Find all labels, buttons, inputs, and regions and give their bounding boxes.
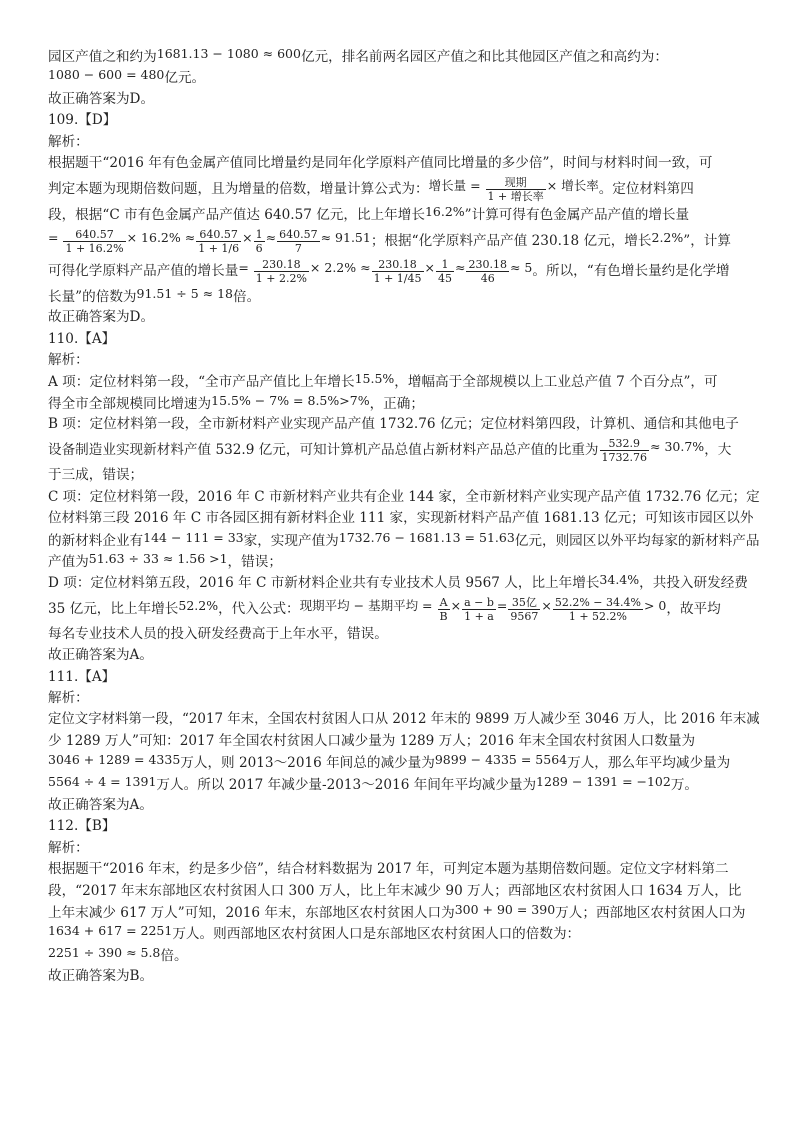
fraction-numerator: A [438, 596, 450, 610]
text-line [48, 110, 760, 131]
math-expression: 91.51 ÷ 5 ≈ 18 [136, 285, 233, 301]
text-run: 万人。所以 2017 年减少量-2013～2016 年间年平均减少量为 [156, 776, 537, 793]
text-run: 。定位材料第四 [598, 181, 694, 198]
text-run: 的新材料企业有 [48, 532, 144, 549]
math-expression: ≈ 30.7% [650, 439, 705, 455]
fraction-numerator: 230.18 [468, 257, 507, 271]
text-run: ，正确； [369, 395, 424, 412]
text-run: 园区产值之和约为 [48, 49, 157, 65]
text-run: A 项：定位材料第一段，“全市产品产值比上年增长 [48, 374, 355, 391]
text-run: 根据题干“2016 年有色金属产值同比增量约是同年化学原料产值同比增量的多少倍”，时间与材料时间一致，可 [48, 154, 713, 171]
text-line [48, 371, 760, 392]
text-run: 倍。 [160, 947, 188, 964]
text-run: 段，根据“C 市有色金属产品产值达 640.57 亿元，比上年增长 [48, 207, 425, 224]
text-line [48, 530, 760, 551]
fraction-denominator: 1 + 1/6 [198, 241, 240, 255]
text-line [48, 256, 760, 286]
math-expression: 34.4% [599, 572, 640, 588]
math-expression: 2251 ÷ 390 ≈ 5.8 [48, 944, 161, 960]
text-run: 少 1289 万人”可知：2017 年全国农村贫困人口减少量为 1289 万人；2016 年末全国农村贫困人口数量为 [48, 732, 696, 749]
fraction-numerator: 1 [255, 227, 263, 241]
text-run: 产值为 [48, 554, 89, 571]
document-body [48, 46, 760, 987]
math-expression: 1732.76 − 1681.13 = 51.63 [338, 529, 515, 545]
math-expression: 5564 ÷ 4 = 1391 [48, 773, 157, 789]
text-run: 万人，那么年平均减少量为 [567, 755, 731, 772]
text-line [48, 414, 760, 435]
text-run: 万人，则 2013～2016 年间总的减少量为 [180, 755, 435, 772]
fraction-denominator: 1 + a [464, 609, 494, 623]
text-run: 亿元，则园区以外平均每家的新材料产品 [514, 532, 760, 549]
math-expression: 16.2% [424, 204, 465, 220]
fraction [196, 228, 241, 255]
text-line [48, 859, 760, 880]
text-run: C 项：定位材料第一段，2016 年 C 市新材料产业共有企业 144 家，全市新材料产业实现产品产值 1732.76 亿元；定 [48, 488, 760, 505]
math-expression: = [48, 229, 63, 245]
fraction [486, 176, 546, 203]
text-line [48, 945, 760, 966]
text-run: 设备制造业实现新材料产值 532.9 亿元，可知计算机产品总值占新材料产品总产值的比重为 [48, 442, 599, 459]
fraction-denominator: 1 + 1/45 [373, 271, 422, 285]
fraction [466, 258, 509, 285]
math-expression: × [450, 597, 462, 613]
fraction-numerator: 230.18 [254, 258, 309, 272]
text-line [48, 153, 760, 174]
text-line [48, 487, 760, 508]
fraction-denominator: 46 [480, 271, 495, 285]
text-run: 上年末减少 617 万人”可知，2016 年末，东部地区农村贫困人口为 [48, 904, 455, 921]
math-expression: 15.5% − 7% = 8.5%>7% [211, 392, 370, 408]
text-line [48, 174, 760, 204]
math-expression: 1681.13 − 1080 ≈ 600 [156, 46, 301, 61]
fraction-numerator: 230.18 [372, 258, 424, 272]
math-expression: × [424, 259, 435, 275]
fraction-denominator: B [439, 609, 448, 623]
fraction [63, 228, 125, 255]
math-expression: 现期平均 − 基期平均 = [299, 597, 437, 613]
text-line [48, 350, 760, 371]
text-run: ，错误； [227, 554, 282, 571]
text-run: 于三成，错误； [48, 467, 144, 484]
text-line [48, 923, 760, 944]
math-expression: ≈ [454, 259, 466, 275]
math-expression: ≈ 91.51 [320, 229, 371, 245]
fraction-denominator: 1 + 16.2% [65, 241, 124, 255]
text-run: 万人；西部地区农村贫困人口为 [555, 904, 746, 921]
text-run: 110.【A】 [48, 330, 116, 347]
math-expression: 9899 − 4335 = 5564 [434, 752, 568, 768]
fraction [254, 258, 309, 285]
text-line [48, 731, 760, 752]
math-expression: × [242, 229, 253, 245]
fraction [277, 228, 320, 255]
text-run: 家，实现产值为 [243, 532, 339, 549]
text-run: 故正确答案为A。 [48, 647, 153, 664]
text-run: 得全市全部规模同比增速为 [48, 395, 212, 412]
text-line [48, 551, 760, 572]
fraction [600, 437, 650, 464]
math-expression: 300 + 90 = 390 [454, 901, 556, 917]
text-run: ，大 [704, 442, 732, 459]
text-run: B 项：定位材料第一段，全市新材料产业实现产品产值 1732.76 亿元；定位材料第四段，计算机、通信和其他电子 [48, 416, 739, 433]
text-line [48, 89, 760, 110]
math-expression: 2.2% [651, 229, 684, 245]
text-run: ，增幅高于全部规模以上工业总产值 7 个百分点”，可 [394, 374, 718, 391]
text-run: ”计算可得有色金属产品产值的增长量 [464, 207, 690, 224]
text-run: 解析： [48, 689, 89, 706]
fraction-numerator: 532.9 [600, 437, 650, 451]
text-line [48, 838, 760, 859]
text-line [48, 645, 760, 666]
fraction-numerator: 35亿 [508, 596, 540, 610]
text-line [48, 204, 760, 225]
math-expression: ≈ [265, 229, 277, 245]
math-expression: × 2.2% ≈ [309, 259, 371, 275]
text-run: 解析： [48, 839, 89, 856]
text-run: 长量”的倍数为 [48, 288, 137, 305]
math-expression: × 16.2% ≈ [126, 229, 196, 245]
text-line [48, 774, 760, 795]
text-run: 可得化学原料产品产值的增长量 [48, 262, 239, 279]
text-run: 解析： [48, 133, 89, 150]
text-run: 111.【A】 [48, 668, 116, 685]
math-expression: 52.2% [178, 597, 219, 613]
fraction [254, 228, 265, 255]
text-run: 亿元。 [164, 70, 206, 87]
fraction-numerator: 640.57 [196, 228, 241, 242]
text-line [48, 132, 760, 153]
text-run: 位材料第三段 2016 年 C 市各园区拥有新材料企业 111 家，实现新材料产品产值 1681.13 亿元；可知该市园区以外 [48, 510, 754, 527]
text-line [48, 667, 760, 688]
math-expression: = [238, 259, 253, 275]
text-line [48, 902, 760, 923]
math-expression: 1289 − 1391 = −102 [536, 773, 671, 789]
math-expression: 144 − 111 = 33 [143, 529, 244, 545]
text-run: 根据题干“2016 年末，约是多少倍”，结合材料数据为 2017 年，可判定本题为基期倍数问题。定位文字材料第二 [48, 861, 729, 878]
text-run: 故正确答案为D。 [48, 90, 155, 107]
text-line [48, 286, 760, 307]
text-run: ；根据“化学原料产品产值 230.18 亿元，增长 [370, 232, 652, 249]
text-run: 倍。 [233, 288, 261, 305]
math-expression: 1634 + 617 = 2251 [48, 923, 173, 939]
fraction-denominator: 1732.76 [601, 451, 648, 465]
text-line [48, 624, 760, 645]
math-expression: 15.5% [354, 371, 395, 387]
text-run: 万。 [670, 776, 699, 793]
text-run: ”，计算 [683, 232, 731, 249]
text-run: 故正确答案为B。 [48, 968, 154, 985]
text-run: 故正确答案为D。 [48, 309, 155, 326]
math-expression: 增长量 = [428, 178, 485, 194]
text-run: D 项：定位材料第五段，2016 年 C 市新材料企业共有专业技术人员 9567 人，比上年增长 [48, 575, 600, 592]
text-line [48, 435, 760, 465]
text-line [48, 594, 760, 624]
text-run: 亿元，排名前两名园区产值之和比其他园区产值之和高约为： [300, 49, 668, 65]
fraction [436, 258, 454, 285]
fraction-numerator: 640.57 [63, 228, 125, 242]
text-run: 段，“2017 年末东部地区农村贫困人口 300 万人，比上年末减少 90 万人；西部地区农村贫困人口 1634 万人，比 [48, 882, 742, 899]
fraction [462, 596, 496, 623]
text-run: 故正确答案为A。 [48, 796, 153, 813]
fraction-numerator: 52.2% − 34.4% [554, 595, 641, 609]
text-line [48, 688, 760, 709]
fraction-numerator: 现期 [486, 176, 546, 190]
text-line [48, 709, 760, 730]
text-run: 112.【B】 [48, 818, 116, 835]
fraction-denominator: 1 + 2.2% [255, 271, 307, 285]
math-expression: ≈ 5 [509, 259, 533, 275]
fraction [438, 596, 450, 623]
text-run: 解析： [48, 351, 89, 368]
text-line [48, 795, 760, 816]
text-run: ，代入公式： [218, 600, 300, 617]
fraction-denominator: 7 [294, 241, 302, 255]
text-run: ，共投入研发经费 [639, 575, 748, 592]
text-run: 判定本题为现期倍数问题，且为增量的倍数，增量计算公式为： [48, 181, 429, 198]
fraction-denominator: 9567 [510, 609, 539, 623]
math-expression: 1080 − 600 = 480 [48, 67, 165, 83]
text-line [48, 752, 760, 773]
fraction-numerator: 640.57 [279, 227, 318, 241]
text-run: 109.【D】 [48, 112, 117, 129]
math-expression: 3046 + 1289 = 4335 [48, 752, 181, 768]
fraction [553, 596, 643, 623]
text-line [48, 572, 760, 593]
text-line [48, 329, 760, 350]
text-run: 万人。则西部地区农村贫困人口是东部地区农村贫困人口的倍数为： [172, 926, 581, 943]
text-line [48, 67, 760, 88]
fraction-denominator: 1 + 增长率 [487, 190, 544, 204]
text-run: 35 亿元，比上年增长 [48, 600, 179, 617]
math-expression: × [541, 597, 552, 613]
text-line [48, 393, 760, 414]
text-line [48, 226, 760, 256]
text-line [48, 966, 760, 987]
text-run: 定位文字材料第一段，“2017 年末，全国农村贫困人口从 2012 年末的 9899 万人减少至 3046 万人，比 2016 年末减 [48, 711, 760, 728]
math-expression: = [496, 597, 508, 613]
text-line [48, 508, 760, 529]
fraction [372, 258, 424, 285]
text-line [48, 816, 760, 837]
text-run: ，故平均 [666, 600, 721, 617]
text-run: 每名专业技术人员的投入研发经费高于上年水平，错误。 [48, 625, 388, 642]
text-line [48, 465, 760, 486]
fraction-numerator: a − b [464, 595, 494, 609]
math-expression: × 增长率 [546, 178, 599, 194]
text-run: 。所以，“有色增长量约是化学增 [532, 262, 730, 279]
fraction-numerator: 1 [436, 258, 454, 272]
fraction-denominator: 1 + 52.2% [568, 609, 627, 623]
fraction [508, 596, 540, 623]
text-line [48, 46, 760, 67]
text-line [48, 307, 760, 328]
text-line [48, 881, 760, 902]
math-expression: 51.63 ÷ 33 ≈ 1.56 >1 [88, 551, 228, 567]
fraction-denominator: 6 [255, 241, 263, 255]
math-expression: > 0 [643, 597, 667, 613]
fraction-denominator: 45 [437, 271, 452, 285]
